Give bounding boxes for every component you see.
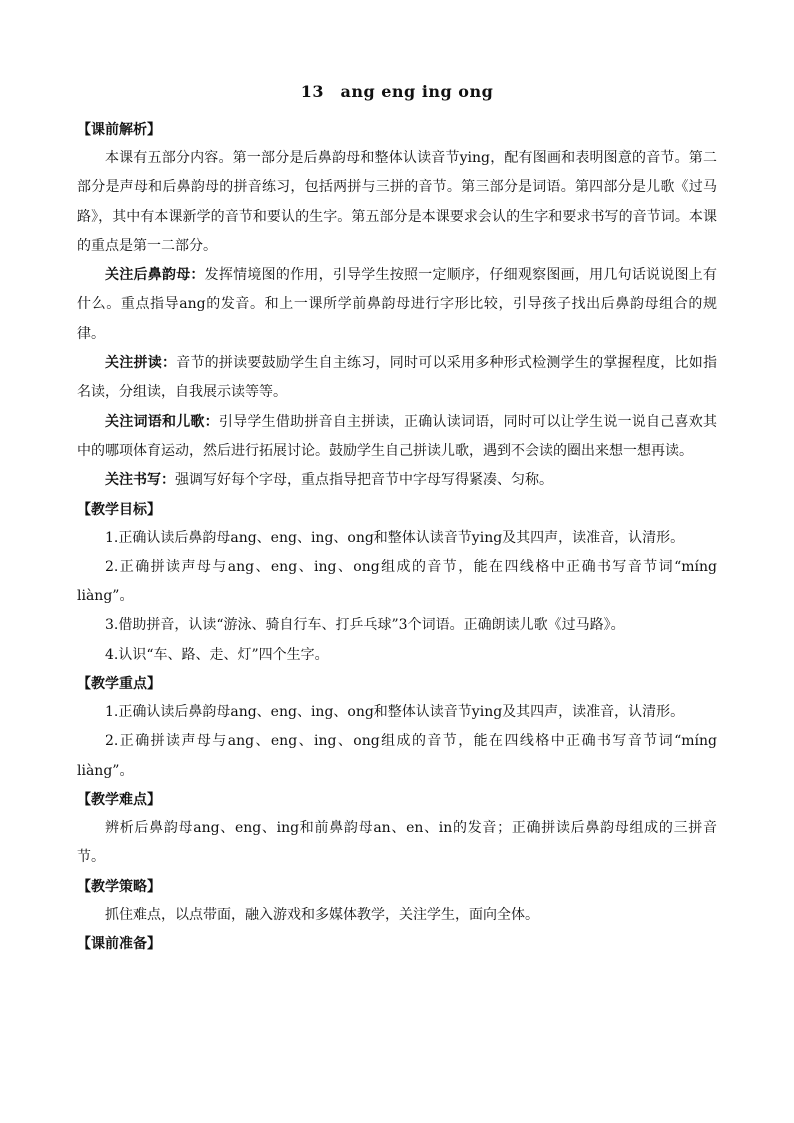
section-heading-pre-analysis: 【课前解析】	[77, 122, 161, 138]
strategy-paragraph: 抓住难点，以点带面，融入游戏和多媒体教学，关注学生，面向全体。	[105, 906, 539, 923]
goal-item: 2.正确拼读声母与ang、eng、ing、ong组成的音节，能在四线格中正确书写音节词“míng liàng”。	[77, 558, 717, 605]
section-heading-preparation: 【课前准备】	[77, 935, 161, 952]
lesson-title: 13 ang eng ing ong	[300, 82, 494, 101]
key-point-item: 1.正确认读后鼻韵母ang、eng、ing、ong和整体认读音节ying及其四声，读准音，认清形。	[105, 704, 685, 721]
key-point-item: 2.正确拼读声母与ang、eng、ing、ong组成的音节，能在四线格中正确书写音节词“míng liàng”。	[77, 733, 717, 779]
focus-words-rhymes-paragraph	[77, 408, 717, 467]
focus-nasal-finals-lead: 关注后鼻韵母：	[105, 267, 205, 284]
pre-analysis-paragraph: 本课有五部分内容。第一部分是后鼻韵母和整体认读音节ying，配有图画和表明图意的音节。第二部分是声母和后鼻韵母的拼音练习，包括两拼与三拼的音节。第三部分是词语。第四部分是儿歌《过马路》，其中有本课新学的音节和要认的生字。第五部分是本课要求会认的生字和要求书写的音节词。本课的重点是第一二部分。	[77, 150, 717, 254]
goal-item: 4.认识“车、路、走、灯”四个生字。	[105, 646, 329, 663]
section-heading-goals: 【教学目标】	[77, 501, 161, 518]
focus-spelling-paragraph	[77, 349, 717, 408]
focus-writing-paragraph	[77, 466, 717, 495]
document-page	[77, 80, 717, 958]
focus-writing-lead: 关注书写：	[105, 472, 175, 489]
section-heading-key-points: 【教学重点】	[77, 676, 161, 693]
focus-nasal-finals-paragraph	[77, 261, 717, 349]
focus-writing-text: 强调写好每个字母，重点指导把音节中字母写得紧凑、匀称。	[175, 472, 553, 489]
focus-words-rhymes-lead: 关注词语和儿歌：	[105, 413, 219, 430]
focus-spelling-text: 音节的拼读要鼓励学生自主练习，同时可以采用多种形式检测学生的掌握程度，比如指名读，分组读，自我展示读等等。	[77, 355, 718, 401]
section-heading-difficulties: 【教学难点】	[77, 791, 161, 808]
section-heading-strategy: 【教学策略】	[77, 878, 161, 895]
difficulties-paragraph: 辨析后鼻韵母ang、eng、ing和前鼻韵母an、en、in的发音；正确拼读后鼻韵母组成的三拼音节。	[77, 819, 717, 866]
goal-item: 3.借助拼音，认读“游泳、骑自行车、打乒乓球”3个词语。正确朗读儿歌《过马路》。	[105, 617, 625, 634]
focus-words-rhymes-text: 引导学生借助拼音自主拼读，正确认读词语，同时可以让学生说一说自己喜欢其中的哪项体育运动，然后进行拓展讨论。鼓励学生自己拼读儿歌，遇到不会读的圈出来想一想再读。	[77, 413, 717, 459]
focus-spelling-lead: 关注拼读：	[105, 355, 177, 372]
goal-item: 1.正确认读后鼻韵母ang、eng、ing、ong和整体认读音节ying及其四声，读准音，认清形。	[105, 529, 685, 546]
focus-nasal-finals-text: 发挥情境图的作用，引导学生按照一定顺序，仔细观察图画，用几句话说说图上有什么。重点指导ang的发音。和上一课所学前鼻韵母进行字形比较，引导孩子找出后鼻韵母组合的规律。	[77, 267, 718, 342]
